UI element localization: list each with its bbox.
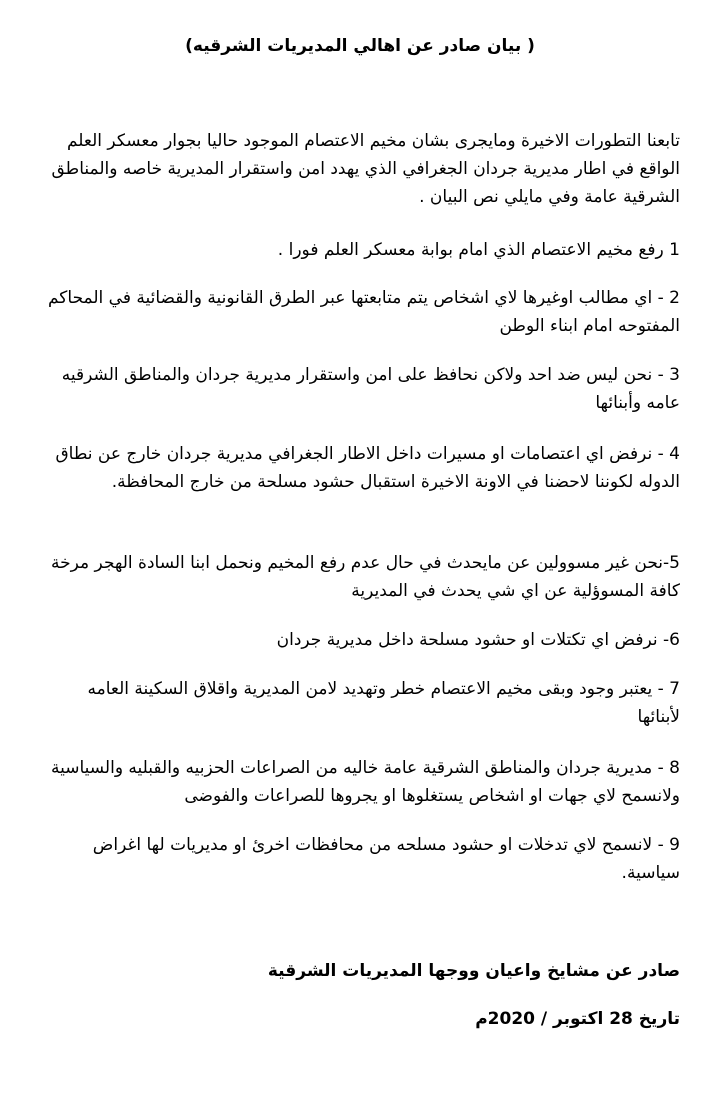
point-5: 5-نحن غير مسوولين عن مايحدث في حال عدم رفع المخيم ونحمل ابنا السادة الهجر مرخة كافة المسوؤلية عن اي شي يحدث في المديرية (51, 553, 680, 601)
point-3: 3 - نحن ليس ضد احد ولاكن نحافظ على امن واستقرار مديرية جردان والمناطق الشرقيه عامه وأبنائها (61, 365, 680, 413)
statement-title: ( بيان صادر عن اهالي المديريات الشرقيه) (185, 36, 535, 56)
point-4: 4 - نرفض اي اعتصامات او مسيرات داخل الاطار الجغرافي مديرية جردان خارج عن نطاق الدوله لكوننا لاحضنا في الاونة الاخيرة استقبال حشود مسلحة من خارج المحافظة. (55, 444, 680, 492)
point-8: 8 - مديرية جردان والمناطق الشرقية عامة خاليه من الصراعات الحزبيه والقبليه والسياسية ولانسمح لاي جهات او اشخاص يستغلوها او يجروها للصراعات والفوضى (50, 758, 680, 806)
point-1: 1 رفع مخيم الاعتصام الذي امام بوابة معسكر العلم فورا . (277, 240, 680, 260)
issuer-line: صادر عن مشايخ واعيان ووجها المديريات الشرقية (267, 961, 680, 981)
date-line: تاريخ 28 اكتوبر / 2020م (475, 1009, 680, 1029)
point-6: 6- نرفض اي تكتلات او حشود مسلحة داخل مديرية جردان (276, 630, 680, 650)
intro-paragraph: تابعنا التطورات الاخيرة ومايجرى بشان مخيم الاعتصام الموجود حاليا بجوار معسكر العلم الواقع في اطار مديرية جردان الجغرافي الذي يهدد امن واستقرار المديرية خاصه والمناطق الشرقية عامة وفي مايلي نص البيان . (51, 131, 680, 207)
point-7: 7 - يعتبر وجود وبقى مخيم الاعتصام خطر وتهديد لامن المديرية واقلاق السكينة العامه لأبنائها (87, 679, 680, 727)
point-2: 2 - اي مطالب اوغيرها لاي اشخاص يتم متابعتها عبر الطرق القانونية والقضائية في المحاكم المفتوحه امام ابناء الوطن (47, 288, 680, 336)
point-9: 9 - لانسمح لاي تدخلات او حشود مسلحه من محافظات اخرئ او مديريات لها اغراض سياسية. (92, 835, 680, 883)
